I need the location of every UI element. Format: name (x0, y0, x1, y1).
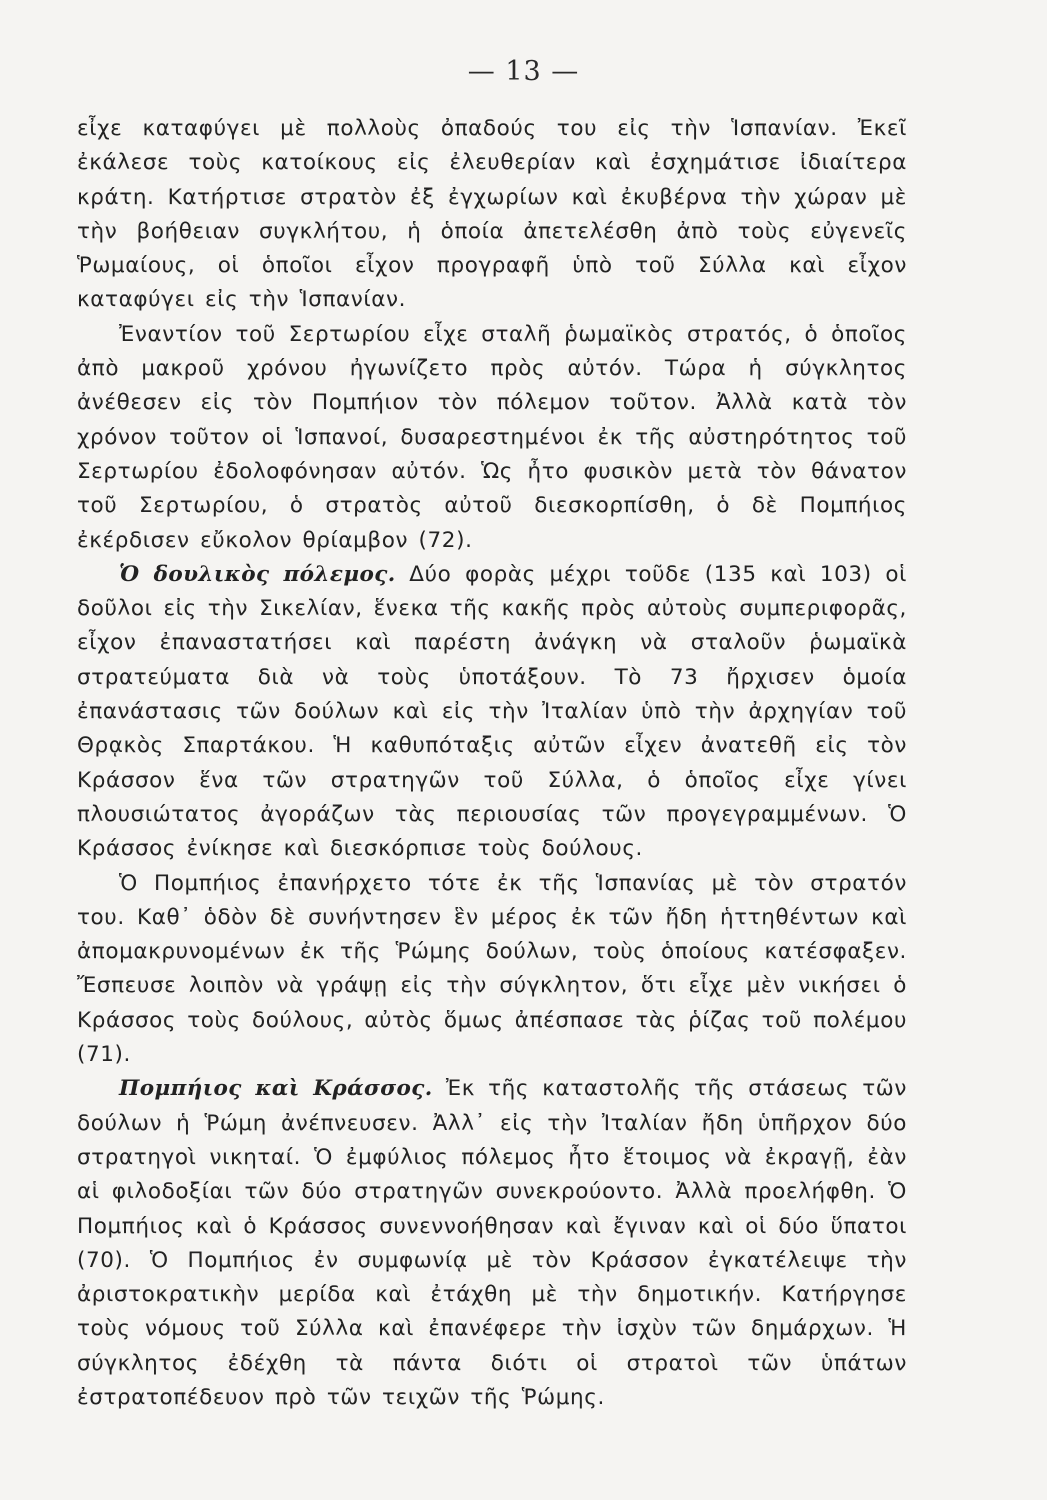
paragraph-text: Ἐναντίον τοῦ Σερτωρίου εἶχε σταλῆ ῥωμαϊκὸς στρατός, ὁ ὁποῖος ἀπὸ μακροῦ χρόνου ἠγωνίζετο πρὸς αὐτόν. Τώρα ἡ σύγκλητος ἀνέθεσεν εἰς τὸν Πομπήιον τὸν πόλεμον τοῦτον. Ἀλλὰ κατὰ τὸν χρόνον τοῦτον οἱ Ἱσπανοί, δυσαρεστημένοι ἐκ τῆς αὐστηρότητος τοῦ Σερτωρίου ἐδολοφόνησαν αὐτόν. Ὡς ἦτο φυσικὸν μετὰ τὸν θάνατον τοῦ Σερτωρίου, ὁ στρατὸς αὐτοῦ διεσκορπίσθη, ὁ δὲ Πομπήιος ἐκέρδισεν εὔκολον θρίαμβον (72). (77, 321, 907, 553)
section-heading: Ὁ δουλικὸς πόλεμος. (119, 561, 396, 587)
paragraph-text: Δύο φορὰς μέχρι τοῦδε (135 καὶ 103) οἱ δοῦλοι εἰς τὴν Σικελίαν, ἕνεκα τῆς κακῆς πρὸς αὐτοὺς συμπεριφορᾶς, εἶχον ἐπαναστατήσει καὶ παρέστη ἀνάγκη νὰ σταλοῦν ῥωμαϊκὰ στρατεύματα διὰ νὰ τοὺς ὑποτάξουν. Τὸ 73 ἤρχισεν ὁμοία ἐπανάστασις τῶν δούλων καὶ εἰς τὴν Ἰταλίαν ὑπὸ τὴν ἀρχηγίαν τοῦ Θρᾳκὸς Σπαρτάκου. Ἡ καθυπόταξις αὐτῶν εἶχεν ἀνατεθῆ εἰς τὸν Κράσσον ἕνα τῶν στρατηγῶν τοῦ Σύλλα, ὁ ὁποῖος εἶχε γίνει πλουσιώτατος ἀγοράζων τὰς περιουσίας τῶν προγεγραμμένων. Ὁ Κράσσος ἐνίκησε καὶ διεσκόρπισε τοὺς δούλους. (77, 561, 907, 862)
paragraph-pompey-crassus (77, 1072, 907, 1415)
section-heading: Πομπήιος καὶ Κράσσος. (119, 1076, 433, 1102)
paragraph-text: εἶχε καταφύγει μὲ πολλοὺς ὀπαδούς του εἰς τὴν Ἱσπανίαν. Ἐκεῖ ἐκάλεσε τοὺς κατοίκους εἰς ἐλευθερίαν καὶ ἐσχημάτισε ἰδιαίτερα κράτη. Κατήρτισε στρατὸν ἐξ ἐγχωρίων καὶ ἐκυβέρνα τὴν χώραν μὲ τὴν βοήθειαν συγκλήτου, ἡ ὁποία ἀπετελέσθη ἀπὸ τοὺς εὐγενεῖς Ῥωμαίους, οἱ ὁποῖοι εἶχον προγραφῆ ὑπὸ τοῦ Σύλλα καὶ εἶχον καταφύγει εἰς τὴν Ἱσπανίαν. (77, 116, 907, 313)
paragraph-text: Ἐκ τῆς καταστολῆς τῆς στάσεως τῶν δούλων ἡ Ῥώμη ἀνέπνευσεν. Ἀλλ᾽ εἰς τὴν Ἰταλίαν ἤδη ὑπῆρχον δύο στρατηγοὶ νικηταί. Ὁ ἐμφύλιος πόλεμος ἦτο ἕτοιμος νὰ ἐκραγῇ, ἐὰν αἱ φιλοδοξίαι τῶν δύο στρατηγῶν συνεκρούοντο. Ἀλλὰ προελήφθη. Ὁ Πομπήιος καὶ ὁ Κράσσος συνεννοήθησαν καὶ ἔγιναν καὶ οἱ δύο ὕπατοι (70). Ὁ Πομπήιος ἐν συμφωνίᾳ μὲ τὸν Κράσσον ἐγκατέλειψε τὴν ἀριστοκρατικὴν μερίδα καὶ ἐτάχθη μὲ τὴν δημοτικήν. Κατήργησε τοὺς νόμους τοῦ Σύλλα καὶ ἐπανέφερε τὴν ἰσχὺν τῶν δημάρχων. Ἡ σύγκλητος ἐδέχθη τὰ πάντα διότι οἱ στρατοὶ τῶν ὑπάτων ἐστρατοπέδευον πρὸ τῶν τειχῶν τῆς Ῥώμης. (77, 1076, 907, 1410)
paragraph-text: Ὁ Πομπήιος ἐπανήρχετο τότε ἐκ τῆς Ἱσπανίας μὲ τὸν στρατόν του. Καθ᾽ ὁδὸν δὲ συνήντησεν ἓν μέρος ἐκ τῶν ἤδη ἡττηθέντων καὶ ἀπομακρυνομένων ἐκ τῆς Ῥώμης δούλων, τοὺς ὁποίους κατέσφαξεν. Ἔσπευσε λοιπὸν νὰ γράψῃ εἰς τὴν σύγκλητον, ὅτι εἶχε μὲν νικήσει ὁ Κράσσος τοὺς δούλους, αὐτὸς ὅμως ἀπέσπασε τὰς ῥίζας τοῦ πολέμου (71). (77, 870, 907, 1068)
paragraph-slave-war (77, 558, 907, 867)
page-number: — 13 — (467, 56, 580, 87)
paragraph-continuation (77, 112, 907, 318)
body-text (77, 112, 907, 1415)
paragraph-sertorius (77, 318, 907, 558)
paragraph-pompey-return (77, 867, 907, 1073)
